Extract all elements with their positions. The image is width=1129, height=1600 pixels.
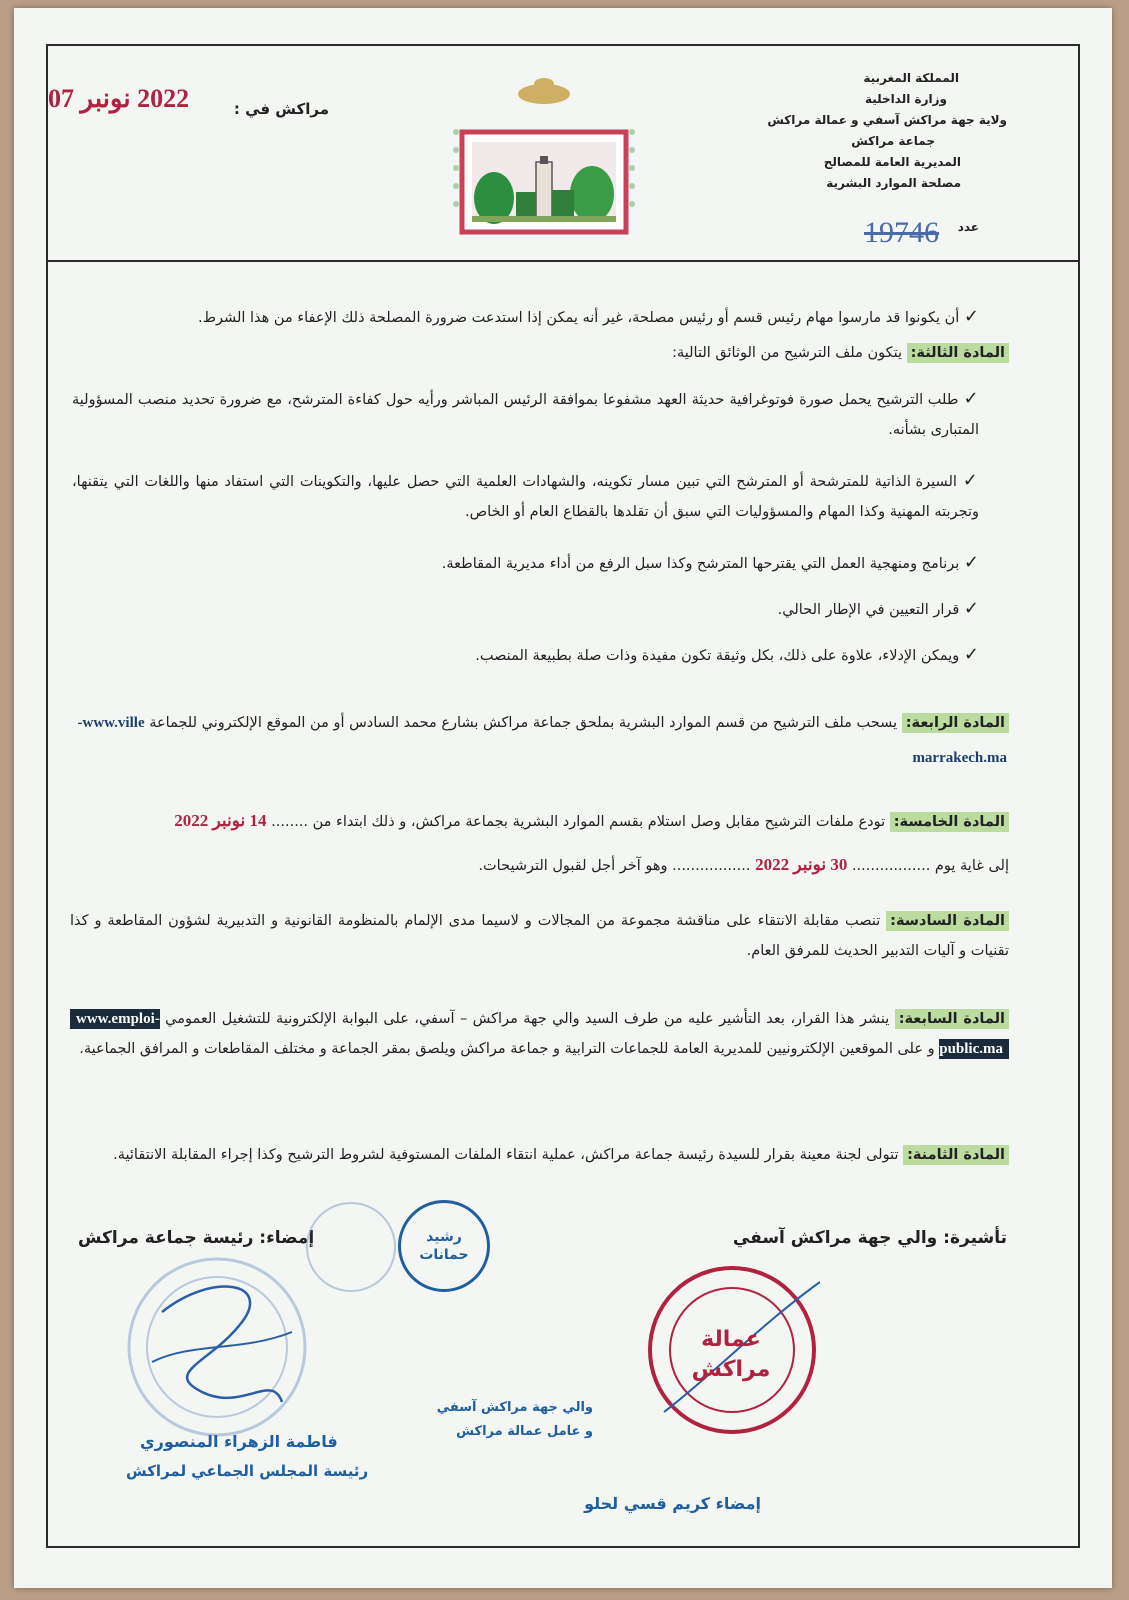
- article-4-url-part-a[interactable]: www.ville-: [77, 715, 145, 731]
- article-3-item-5: ✓ ويمكن الإدلاء، علاوة على ذلك، بكل وثيقة تكون مفيدة وذات صلة بطبيعة المنصب.: [475, 644, 979, 665]
- wali-signature-line-1: والي جهة مراكش آسفي: [436, 1400, 593, 1415]
- intro-condition: ✓ أن يكونوا قد مارسوا مهام رئيس قسم أو رئيس مصلحة، غير أنه يمكن إذا استدعت ضرورة المصلحة ذلك الإعفاء من هذا الشرط.: [198, 306, 979, 327]
- faint-stamp-small: [306, 1202, 396, 1292]
- number-label: عدد: [957, 220, 979, 234]
- article-3-text: يتكون ملف الترشيح من الوثائق التالية:: [672, 345, 903, 361]
- check-icon: ✓: [963, 306, 979, 327]
- article-5-continuation: إلى غاية يوم ................. 30 نونبر 2022 ................. وهو آخر أجل لقبول الترشيحات.: [478, 855, 1009, 874]
- blue-name-stamp: رشيد حمانات: [398, 1200, 490, 1292]
- check-icon: ✓: [963, 552, 979, 573]
- article-5-end-date: 30 نونبر 2022: [755, 855, 848, 874]
- check-icon: ✓: [963, 388, 980, 409]
- header-institution-block: [767, 68, 1007, 194]
- article-8: [100, 1140, 1009, 1170]
- article-6: [70, 906, 1009, 966]
- header-line-directorate: المديرية العامة للمصالح: [823, 155, 961, 169]
- article-7-label: المادة السابعة:: [895, 1009, 1009, 1029]
- article-8-text: تتولى لجنة معينة بقرار للسيدة رئيسة جماعة مراكش، عملية انتقاء الملفات المستوفية لشروط الترشيح وكذا إجراء المقابلة الانتقائية.: [113, 1147, 899, 1163]
- check-icon: ✓: [963, 644, 979, 665]
- header-line-commune: جماعة مراكش: [851, 134, 935, 148]
- article-3-item-3: ✓ برنامج ومنهجية العمل التي يقترحها المترشح وكذا سبل الرفع من أداء مديرية المقاطعة.: [441, 552, 979, 573]
- handwritten-date: 2022 نونبر 07: [48, 84, 190, 113]
- article-6-text: تنصب مقابلة الانتقاء على مناقشة مجموعة من المجالات و لاسيما مدى الإلمام بالمنظومة القانونية و التدبيرية لشؤون المقاطعة و كذا تقنيات و آليات التدبير الحديث للمرفق العام.: [70, 913, 1009, 959]
- article-8-label: المادة الثامنة:: [903, 1145, 1009, 1165]
- article-5-text: تودع ملفات الترشيح مقابل وصل استلام بقسم الموارد البشرية بجماعة مراكش، و ذلك ابتداء من: [312, 814, 886, 830]
- header-line-ministry: وزارة الداخلية: [864, 92, 947, 106]
- article-3-item-4: ✓ قرار التعيين في الإطار الحالي.: [777, 598, 979, 619]
- wali-signature-name: إمضاء كريم قسي لحلو: [584, 1494, 761, 1513]
- article-4-label: المادة الرابعة:: [902, 713, 1009, 733]
- article-5-until: إلى غاية يوم: [934, 858, 1009, 874]
- visa-label: تأشيرة: والي جهة مراكش آسفي: [732, 1228, 1007, 1248]
- article-3-item-1: ✓ طلب الترشيح يحمل صورة فوتوغرافية حديثة العهد مشفوعا بموافقة الرئيس المباشر ورأيه حول كفاءة المترشح، مع ضرورة تحديد منصب المسؤولية المتبارى بشأنه.: [72, 388, 980, 438]
- number-value: 19746: [864, 216, 939, 249]
- article-5: المادة الخامسة: تودع ملفات الترشيح مقابل وصل استلام بقسم الموارد البشرية بجماعة مراكش، و ذلك ابتداء من ........ 14 نونبر 2022: [66, 806, 1009, 837]
- article-6-label: المادة السادسة:: [886, 911, 1009, 931]
- article-3-label: المادة الثالثة:: [907, 343, 1009, 363]
- sign-label: إمضاء: رئيسة جماعة مراكش: [78, 1228, 315, 1248]
- check-icon: ✓: [962, 470, 980, 491]
- red-stamp-text: عمالة مراكش: [691, 1327, 771, 1382]
- article-7-text-b: و على الموقعين الإلكترونيين للمديرية العامة للجماعات الترابية و جماعة مراكش ويلصق بمقر الجماعة و مختلف المقاطعات و المرافق الجماعية.: [79, 1041, 935, 1057]
- check-icon: ✓: [963, 598, 979, 619]
- header-line-service: مصلحة الموارد البشرية: [826, 176, 961, 190]
- article-3-item-2: ✓ السيرة الذاتية للمترشحة أو المترشح التي تبين مسار تكوينه، والشهادات العلمية التي حصل عليها، والتكوينات التي استفاد منها واللغات التي يتقنها، وتجربته المهنية وكذا المهام والمسؤوليات التي سبق أن تقلدها بالقطاع العام أو الخاص.: [72, 470, 980, 520]
- article-5-tail: وهو آخر أجل لقبول الترشيحات.: [478, 858, 668, 874]
- article-7: [70, 1004, 1009, 1064]
- article-7-text-a: ينشر هذا القرار، بعد التأشير عليه من طرف السيد والي جهة مراكش – آسفي، على البوابة الإلكترونية للتشغيل العمومي: [165, 1011, 890, 1027]
- president-title: رئيسة المجلس الجماعي لمراكش: [126, 1462, 369, 1480]
- wali-signature-line-2: و عامل عمالة مراكش: [456, 1424, 593, 1439]
- article-5-label: المادة الخامسة:: [890, 812, 1009, 832]
- city-emblem-logo: [446, 72, 642, 242]
- article-4: [72, 708, 1009, 738]
- place-date-label: مراكش في :: [233, 100, 329, 118]
- header-divider: [46, 260, 1080, 262]
- article-4-text: يسحب ملف الترشيح من قسم الموارد البشرية بملحق جماعة مراكش بشارع محمد السادس أو من الموقع الإلكتروني للجماعة: [149, 715, 898, 731]
- commune-official-seal: [122, 1252, 312, 1442]
- president-name: فاطمة الزهراء المنصوري: [140, 1432, 338, 1451]
- article-7-url[interactable]: www.emploi-public.ma: [70, 1009, 1009, 1059]
- article-4-url-part-b[interactable]: marrakech.ma: [912, 750, 1007, 766]
- article-3: [100, 338, 1009, 368]
- header-line-kingdom: المملكة المغربية: [863, 71, 959, 85]
- article-5-start-date: 14 نونبر 2022: [174, 811, 267, 830]
- header-line-wilaya: ولاية جهة مراكش آسفي و عمالة مراكش: [767, 113, 1007, 127]
